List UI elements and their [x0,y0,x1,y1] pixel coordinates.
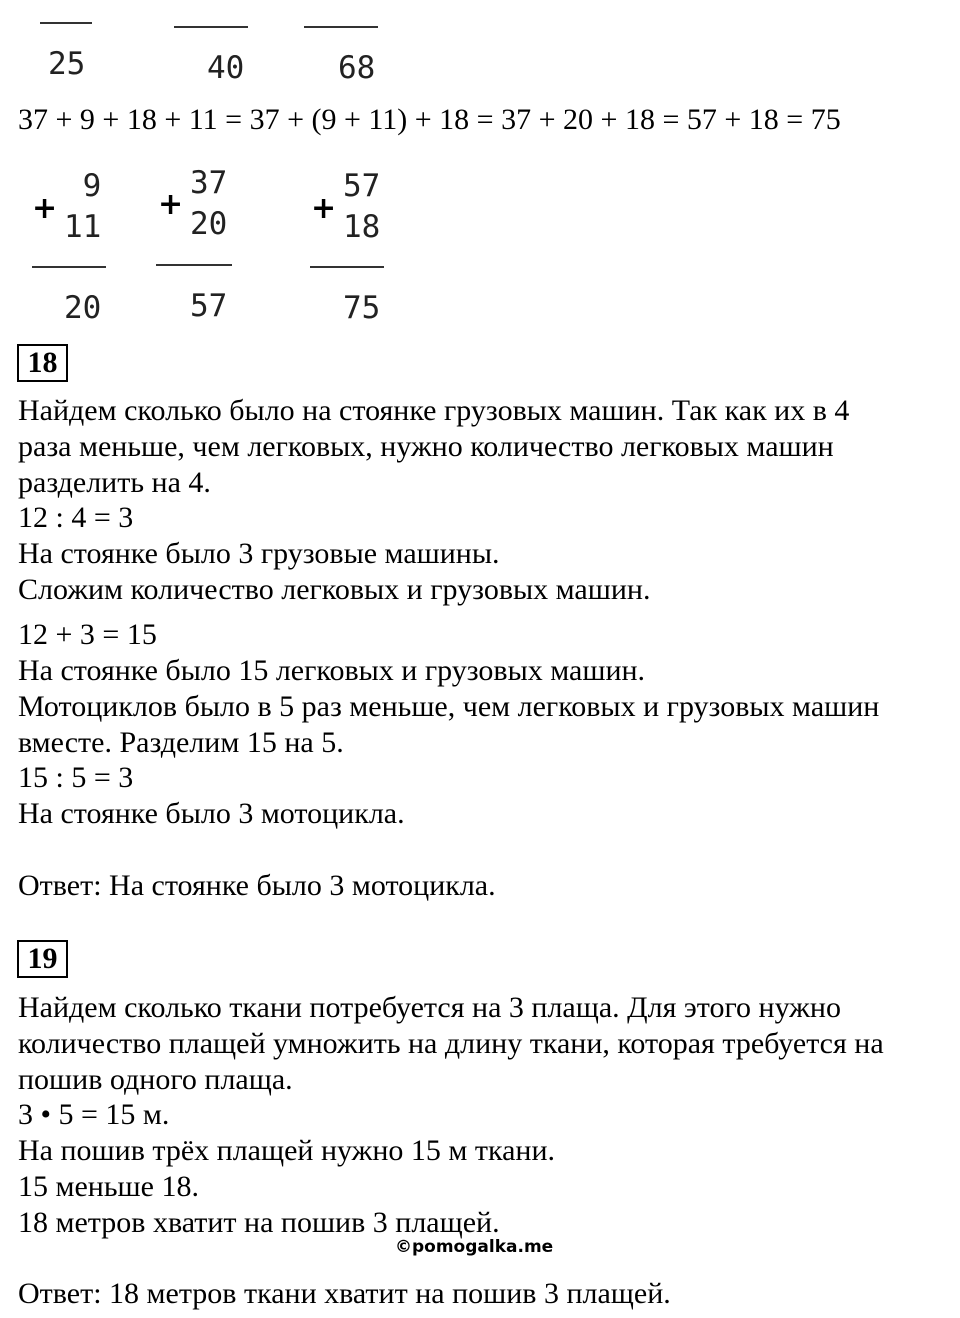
text-line: На стоянке было 15 легковых и грузовых машин. [18,654,646,687]
sum-line [156,264,232,266]
answer-line: Ответ: На стоянке было 3 мотоцикла. [18,869,496,902]
text-line: 3 • 5 = 15 м. [18,1098,170,1131]
text-line: пошив одного плаща. [18,1063,293,1096]
watermark: ©pomogalka.me [395,1237,554,1257]
grouping-equation: 37 + 9 + 18 + 11 = 37 + (9 + 11) + 18 = 37 + 20 + 18 = 57 + 18 = 75 [18,103,841,136]
text-line: 15 : 5 = 3 [18,761,134,794]
text-line: Найдем сколько было на стоянке грузовых машин. Так как их в 4 [18,394,850,427]
text-line: Мотоциклов было в 5 раз меньше, чем легковых и грузовых машин [18,690,880,723]
sum-line [174,26,248,28]
text-line: разделить на 4. [18,466,211,499]
sum-line [310,266,384,268]
text-line: На пошив трёх плащей нужно 15 м ткани. [18,1134,556,1167]
sum-result: 68 [338,50,376,86]
sum-result: 75 [343,290,381,326]
plus-sign: + [311,191,337,226]
task-19-number: 19 [17,940,68,978]
text-line: 12 : 4 = 3 [18,501,134,534]
answer-line: Ответ: 18 метров ткани хватит на пошив 3 плащей. [18,1277,671,1310]
text-line: 12 + 3 = 15 [18,618,157,651]
text-line: вместе. Разделим 15 на 5. [18,726,344,759]
text-line: раза меньше, чем легковых, нужно количество легковых машин [18,430,834,463]
sum-result: 57 [190,288,228,324]
addend-bottom: 18 [343,209,381,245]
addend-top: 57 [343,168,381,204]
task-18-number: 18 [17,344,68,382]
plus-sign: + [32,191,58,226]
sum-result: 40 [207,50,245,86]
sum-result: 20 [64,290,102,326]
text-line: 18 метров хватит на пошив 3 плащей. [18,1206,500,1239]
text-line: Сложим количество легковых и грузовых машин. [18,573,651,606]
sum-line [304,26,378,28]
text-line: количество плащей умножить на длину ткани, которая требуется на [18,1027,884,1060]
text-line: 15 меньше 18. [18,1170,199,1203]
text-line: На стоянке было 3 мотоцикла. [18,797,405,830]
sum-line [32,266,106,268]
addend-bottom: 11 [64,209,102,245]
text-line: На стоянке было 3 грузовые машины. [18,537,500,570]
sum-result: 25 [48,46,86,82]
addend-top: 37 [190,165,228,201]
text-line: Найдем сколько ткани потребуется на 3 плаща. Для этого нужно [18,991,841,1024]
addend-bottom: 20 [190,206,228,242]
plus-sign: + [158,187,184,222]
sum-line [40,22,92,24]
addend-top: 9 [64,168,102,204]
